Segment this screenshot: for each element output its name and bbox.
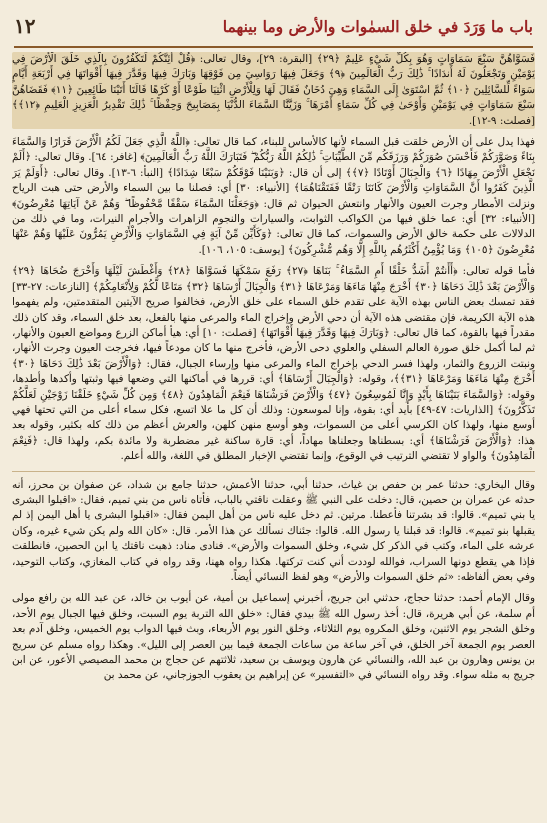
paragraph-2: فهذا يدل على أن الأرض خلقت قبل السماء لأنها كالأساس للبناء، كما قال تعالى: ﴿اللَّهُ الَّذِي جَعَلَ لَكُمُ الْأَرْضَ قَرَارًا وَالسَّمَاءَ بِنَاءً وَصَوَّرَكُمْ فَأَحْسَنَ صُوَرَكُمْ وَرَزَقَكُم مِّنَ الطَّيِّبَاتِ ۚ ذَٰلِكُمُ اللَّهُ رَبُّكُمْ ۖ فَتَبَارَكَ اللَّهُ رَبُّ الْعَالَمِينَ﴾ [غافر: ٦٤]. وقال تعالى: ﴿أَلَمْ نَجْعَلِ الْأَرْضَ مِهَادًا ﴿٦﴾ وَالْجِبَالَ أَوْتَادًا ﴿٧﴾﴾ إلى أن قال: ﴿وَبَنَيْنَا فَوْقَكُمْ سَبْعًا شِدَادًا﴾ [النبأ: ٦-١٣]. وقال تعالى: ﴿أَوَلَمْ يَرَ الَّذِينَ كَفَرُوا أَنَّ السَّمَاوَاتِ وَالْأَرْضَ كَانَتَا رَتْقًا فَفَتَقْنَاهُمَا﴾ [الأنبياء: ٣٠] أي: فصلنا ما بين السماء والأرض حتى هبت الرياح ونزلت الأمطار وجرت العيون والأنهار وانتعش الحيوان ثم قال: ﴿وَجَعَلْنَا السَّمَاءَ سَقْفًا مَّحْفُوظًا ۖ وَهُمْ عَنْ آيَاتِهَا مُعْرِضُونَ﴾ [الأنبياء: ٣٢] أي: عما خلق فيها من الكواكب الثوابت، والسيارات والنجوم الزاهرات والأجرام النيرات، وما في ذلك من الدلالات على حكمة خالق الأرض والسموات، كما قال تعالى: ﴿وَكَأَيِّن مِّنْ آيَةٍ فِي السَّمَاوَاتِ وَالْأَرْضِ يَمُرُّونَ عَلَيْهَا وَهُمْ عَنْهَا مُعْرِضُونَ ﴿١٠٥﴾ وَمَا يُؤْمِنُ أَكْثَرُهُم بِاللَّهِ إِلَّا وَهُم مُّشْرِكُونَ﴾ [يوسف: ١٠٥، ١٠٦]. (12, 136, 535, 256)
paragraph-5: وقال الإمام أحمد: حدثنا حجاج، حدثني ابن جريج، أخبرني إسماعيل بن أمية، عن أيوب بن خالد، عن عبد الله بن رافع مولى أم سلمة، عن أبي هريرة، قال: أخذ رسول الله ﷺ بيدي فقال: «خلق الله التربة يوم السبت، وخلق فيها الجبال يوم الأحد، وخلق الشجر يوم الاثنين، وخلق المكروه يوم الثلاثاء، وخلق النور يوم الأربعاء، وبث فيها الدواب يوم الخميس، وخلق آدم بعد العصر يوم الجمعة آخر الخلق، في آخر ساعة من ساعات الجمعة فيما بين العصر إلى الليل». وهكذا رواه مسلم عن سريج بن يونس وهارون بن عبد الله، والنسائي عن هارون ويوسف بن سعيد، ثلاثتهم عن حجاج بن محمد المصيصي الأعور، عن ابن جريج به مثله سواء. وقد رواه النسائي في «التفسير» عن إبراهيم بن يعقوب الجوزجاني، عن محمد بن (12, 592, 535, 682)
page-header (14, 6, 533, 48)
page-number: ١٢ (14, 14, 36, 38)
paragraph-1: فَسَوَّاهُنَّ سَبْعَ سَمَاوَاتٍ وَهُوَ بِكُلِّ شَيْءٍ عَلِيمٌ ﴿٢٩﴾ [البقرة: ٢٩]، وقال تعالى: ﴿قُلْ أَئِنَّكُمْ لَتَكْفُرُونَ بِالَّذِي خَلَقَ الْأَرْضَ فِي يَوْمَيْنِ وَتَجْعَلُونَ لَهُ أَندَادًا ۚ ذَٰلِكَ رَبُّ الْعَالَمِينَ ﴿٩﴾ وَجَعَلَ فِيهَا رَوَاسِيَ مِن فَوْقِهَا وَبَارَكَ فِيهَا وَقَدَّرَ فِيهَا أَقْوَاتَهَا فِي أَرْبَعَةِ أَيَّامٍ سَوَاءً لِّلسَّائِلِينَ ﴿١٠﴾ ثُمَّ اسْتَوَىٰ إِلَى السَّمَاءِ وَهِيَ دُخَانٌ فَقَالَ لَهَا وَلِلْأَرْضِ ائْتِيَا طَوْعًا أَوْ كَرْهًا قَالَتَا أَتَيْنَا طَائِعِينَ ﴿١١﴾ فَقَضَاهُنَّ سَبْعَ سَمَاوَاتٍ فِي يَوْمَيْنِ وَأَوْحَىٰ فِي كُلِّ سَمَاءٍ أَمْرَهَا ۚ وَزَيَّنَّا السَّمَاءَ الدُّنْيَا بِمَصَابِيحَ وَحِفْظًا ۚ ذَٰلِكَ تَقْدِيرُ الْعَزِيزِ الْعَلِيمِ ﴿١٢﴾﴾ [فصلت: ٩-١٢]. (12, 52, 535, 129)
chapter-title: باب ما وَرَدَ في خلق السمٰوات والأرض وما بينهما (222, 16, 533, 36)
page-body (12, 52, 535, 817)
paragraph-4: وقال البخاري: حدثنا عمر بن حفص بن غياث، حدثنا أبي، حدثنا الأعمش، حدثنا جامع بن شداد، عن صفوان بن محرز، أنه حدثه عن عمران بن حصين، قال: دخلت على النبي ﷺ وعقلت ناقتي بالباب، فأتاه ناس من بني تميم، فقال: «اقبلوا البشرى يا بني تميم». قالوا: قد بشرتنا فأعطنا. مرتين. ثم دخل عليه ناس من أهل اليمن فقال: «اقبلوا البشرى يا أهل اليمن إذ لم يقبلها بنو تميم». قالوا: قد قبلنا يا رسول الله. قالوا: جئناك نسألك عن هذا الأمر. قال: «كان الله ولم يكن شيء غيره، وكان عرشه على الماء، وكتب في الذكر كل شيء، وخلق السموات والأرض». فنادى مناد: ذهبت ناقتك يا ابن الحصين، فانطلقت فإذا هي يقطع دونها السراب، فوالله لوددت أني كنت تركتها. هكذا رواه ههنا، وقد رواه في كتاب المغازي، وكتاب التوحيد، وفي بعض ألفاظه: «ثم خلق السموات والأرض» وهو لفظ النسائي أيضاً. (12, 478, 535, 583)
divider (12, 471, 535, 472)
paragraph-3: فأما قوله تعالى: ﴿أَأَنتُمْ أَشَدُّ خَلْقًا أَمِ السَّمَاءُ ۚ بَنَاهَا ﴿٢٧﴾ رَفَعَ سَمْكَهَا فَسَوَّاهَا ﴿٢٨﴾ وَأَغْطَشَ لَيْلَهَا وَأَخْرَجَ ضُحَاهَا ﴿٢٩﴾ وَالْأَرْضَ بَعْدَ ذَٰلِكَ دَحَاهَا ﴿٣٠﴾ أَخْرَجَ مِنْهَا مَاءَهَا وَمَرْعَاهَا ﴿٣١﴾ وَالْجِبَالَ أَرْسَاهَا ﴿٣٢﴾ مَتَاعًا لَّكُمْ وَلِأَنْعَامِكُمْ﴾ [النازعات: ٢٧-٣٣] فقد تمسك بعض الناس بهذه الآية على تقدم خلق السماء على خلق الأرض، فخالفوا صريح الآيتين المتقدمتين، ولم يفهموا هذه الآية الكريمة، فإن مقتضى هذه الآية أن دحي الأرض وإخراج الماء والمرعى منها بالفعل، بعد خلق السماء، وقد كان ذلك مقدراً فيها بالقوة، كما قال تعالى: ﴿وَبَارَكَ فِيهَا وَقَدَّرَ فِيهَا أَقْوَاتَهَا﴾ [فصلت: ١٠] أي: هيأ أماكن الزرع ومواضع العيون والأنهار، ثم لما أكمل خلق صورة العالم السفلي والعلوي دحى الأرض، فأخرج منها ما كان مودعاً فيها، فخرجت العيون وجرت الأنهار، ونبتت الزروع والثمار، ولهذا فسر الدحي بإخراج الماء والمرعى منها وإرساء الجبال، فقال: ﴿وَالْأَرْضَ بَعْدَ ذَٰلِكَ دَحَاهَا ﴿٣٠﴾ أَخْرَجَ مِنْهَا مَاءَهَا وَمَرْعَاهَا ﴿٣١﴾﴾، وقوله: ﴿وَالْجِبَالَ أَرْسَاهَا﴾ أي: قررها في أماكنها التي وضعها فيها وثبتها وأكدها وأطدها، وقوله: ﴿وَالسَّمَاءَ بَنَيْنَاهَا بِأَيْدٍ وَإِنَّا لَمُوسِعُونَ ﴿٤٧﴾ وَالْأَرْضَ فَرَشْنَاهَا فَنِعْمَ الْمَاهِدُونَ ﴿٤٨﴾ وَمِن كُلِّ شَيْءٍ خَلَقْنَا زَوْجَيْنِ لَعَلَّكُمْ تَذَكَّرُونَ﴾ [الذاريات: ٤٧-٤٩] بأيد أي: بقوة، وإنا لموسعون: وذلك أن كل ما علا اتسع، فكل سماء أعلى من التي تحتها فهي أوسع منها، ولهذا كان الكرسي أعلى من السموات، وهو أوسع منهن كلهن، والعرش أعظم من ذلك كله بكثير، وقوله بعد هذا: ﴿وَالْأَرْضَ فَرَشْنَاهَا﴾ أي: بسطناها وجعلناها مهاداً، أي: قارة ساكنة غير مضطربة ولا مائدة بكم، ولهذا قال: ﴿فَنِعْمَ الْمَاهِدُونَ﴾ والواو لا تقتضي الترتيب في الوقوع، وإنما تقتضي الإخبار المطلق في اللغة، والله أعلم. (12, 265, 535, 463)
